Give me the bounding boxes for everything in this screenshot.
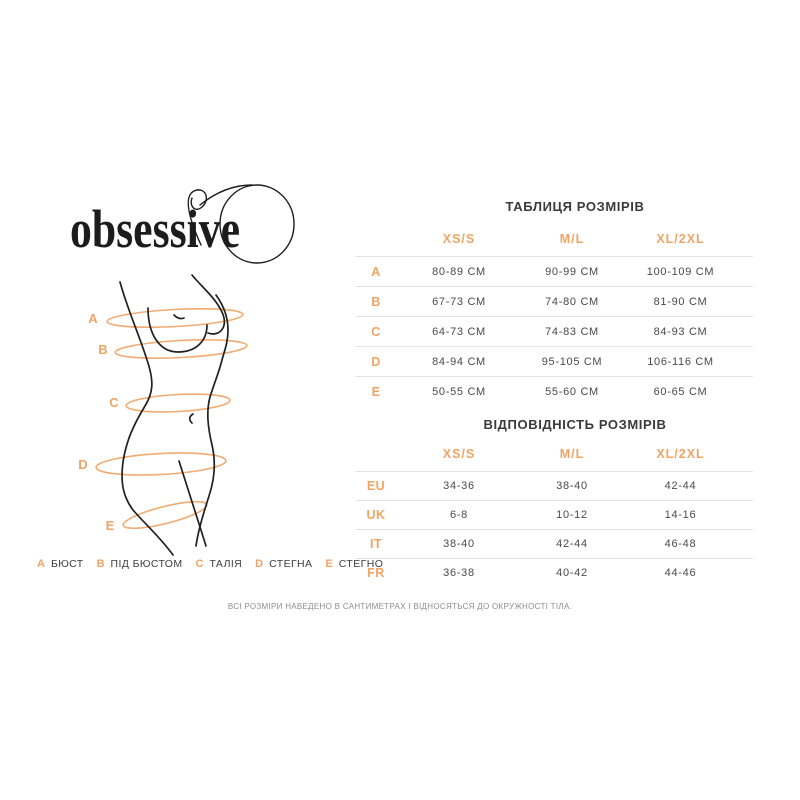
ring-label-a: A [88, 311, 98, 326]
col-header-xs-s: XS/S [442, 447, 476, 461]
ring-label-c: C [109, 395, 119, 410]
size-cell: 50-55 СМ [432, 385, 486, 398]
size-table-title: ТАБЛИЦЯ РОЗМІРІВ [505, 199, 645, 214]
legend-item-thigh [325, 558, 383, 570]
size-cell: 80-89 СМ [432, 265, 486, 278]
body-breast-curve [148, 308, 207, 352]
size-cell: 38-40 [443, 538, 475, 550]
size-cell: 44-46 [664, 567, 697, 579]
size-cell: 42-44 [664, 480, 697, 492]
legend-label: СТЕГНА [269, 558, 313, 570]
legend-letter: B [96, 558, 105, 570]
body-back-contour [120, 282, 173, 555]
row-label: E [371, 384, 381, 399]
table-row [355, 256, 753, 286]
size-cell: 46-48 [664, 538, 697, 550]
table-row [355, 346, 753, 376]
table-row [355, 500, 753, 529]
correspondence-table-title: ВІДПОВІДНІСТЬ РОЗМІРІВ [483, 417, 667, 432]
col-header-xl-2xl: XL/2XL [656, 232, 705, 246]
body-nipple-mark [174, 315, 184, 319]
size-cell: 100-109 СМ [646, 265, 715, 278]
size-cell: 14-16 [664, 509, 697, 521]
size-cell: 10-12 [556, 509, 588, 521]
ring-label-d: D [78, 457, 88, 472]
correspondence-table [355, 416, 753, 587]
legend-item-underbust [97, 558, 183, 570]
size-table [355, 198, 753, 406]
size-cell: 38-40 [556, 480, 588, 492]
size-cell: 84-93 СМ [653, 325, 708, 338]
measurement-legend [37, 558, 383, 570]
col-header-m-l: M/L [559, 232, 585, 246]
row-label: D [371, 354, 381, 369]
size-cell: 67-73 СМ [432, 295, 486, 308]
table-row [355, 471, 753, 500]
size-cell: 55-60 СМ [545, 385, 599, 398]
body-measurement-illustration [30, 165, 350, 605]
legend-label: ПІД БЮСТОМ [110, 558, 183, 570]
ring-label-b: B [98, 342, 108, 357]
size-cell: 84-94 СМ [432, 355, 486, 368]
size-table-header [355, 232, 753, 256]
legend-letter: E [325, 558, 333, 570]
table-row [355, 558, 753, 587]
size-cell: 60-65 СМ [653, 385, 708, 398]
legend-letter: A [37, 558, 45, 570]
body-navel-mark [190, 414, 193, 423]
size-cell: 106-116 СМ [647, 355, 714, 368]
size-cell: 74-83 СМ [545, 325, 599, 338]
brand-logo-text: obsessive [70, 199, 240, 259]
correspondence-table-header [355, 447, 753, 471]
size-cell: 90-99 СМ [545, 265, 599, 278]
size-cell: 42-44 [556, 538, 588, 550]
size-cell: 95-105 СМ [541, 355, 603, 368]
row-label: A [371, 264, 381, 279]
legend-item-bust [37, 558, 84, 570]
col-header-xl-2xl: XL/2XL [656, 447, 705, 461]
size-cell: 36-38 [443, 567, 475, 579]
footnote: ВСІ РОЗМІРИ НАВЕДЕНО В САНТИМЕТРАХ І ВІДНОСЯТЬСЯ ДО ОКРУЖНОСТІ ТІЛА. [227, 602, 573, 611]
row-label: IT [369, 537, 383, 551]
col-header-xs-s: XS/S [442, 232, 476, 246]
col-header-m-l: M/L [559, 447, 585, 461]
legend-letter: D [255, 558, 264, 570]
row-label: C [371, 324, 381, 339]
body-front-contour [196, 295, 228, 546]
size-cell: 74-80 СМ [545, 295, 599, 308]
legend-item-hips [255, 558, 312, 570]
header-spacer [355, 232, 397, 247]
table-row [355, 529, 753, 558]
row-label: B [371, 294, 381, 309]
table-row [355, 286, 753, 316]
header-spacer [355, 447, 397, 462]
table-row [355, 376, 753, 406]
measure-ring-hips [96, 450, 227, 478]
size-cell: 64-73 СМ [432, 325, 486, 338]
legend-label: БЮСТ [50, 558, 84, 570]
size-cell: 81-90 СМ [653, 295, 708, 308]
legend-item-waist [196, 558, 243, 570]
ring-label-e: E [105, 518, 115, 533]
size-cell: 6-8 [450, 509, 468, 521]
row-label: FR [367, 566, 385, 580]
legend-label: СТЕГНО [338, 558, 384, 570]
row-label: EU [366, 479, 386, 493]
table-row [355, 316, 753, 346]
row-label: UK [366, 508, 386, 522]
legend-letter: C [195, 558, 204, 570]
size-cell: 34-36 [443, 480, 475, 492]
legend-label: ТАЛІЯ [209, 558, 243, 570]
size-cell: 40-42 [556, 567, 588, 579]
